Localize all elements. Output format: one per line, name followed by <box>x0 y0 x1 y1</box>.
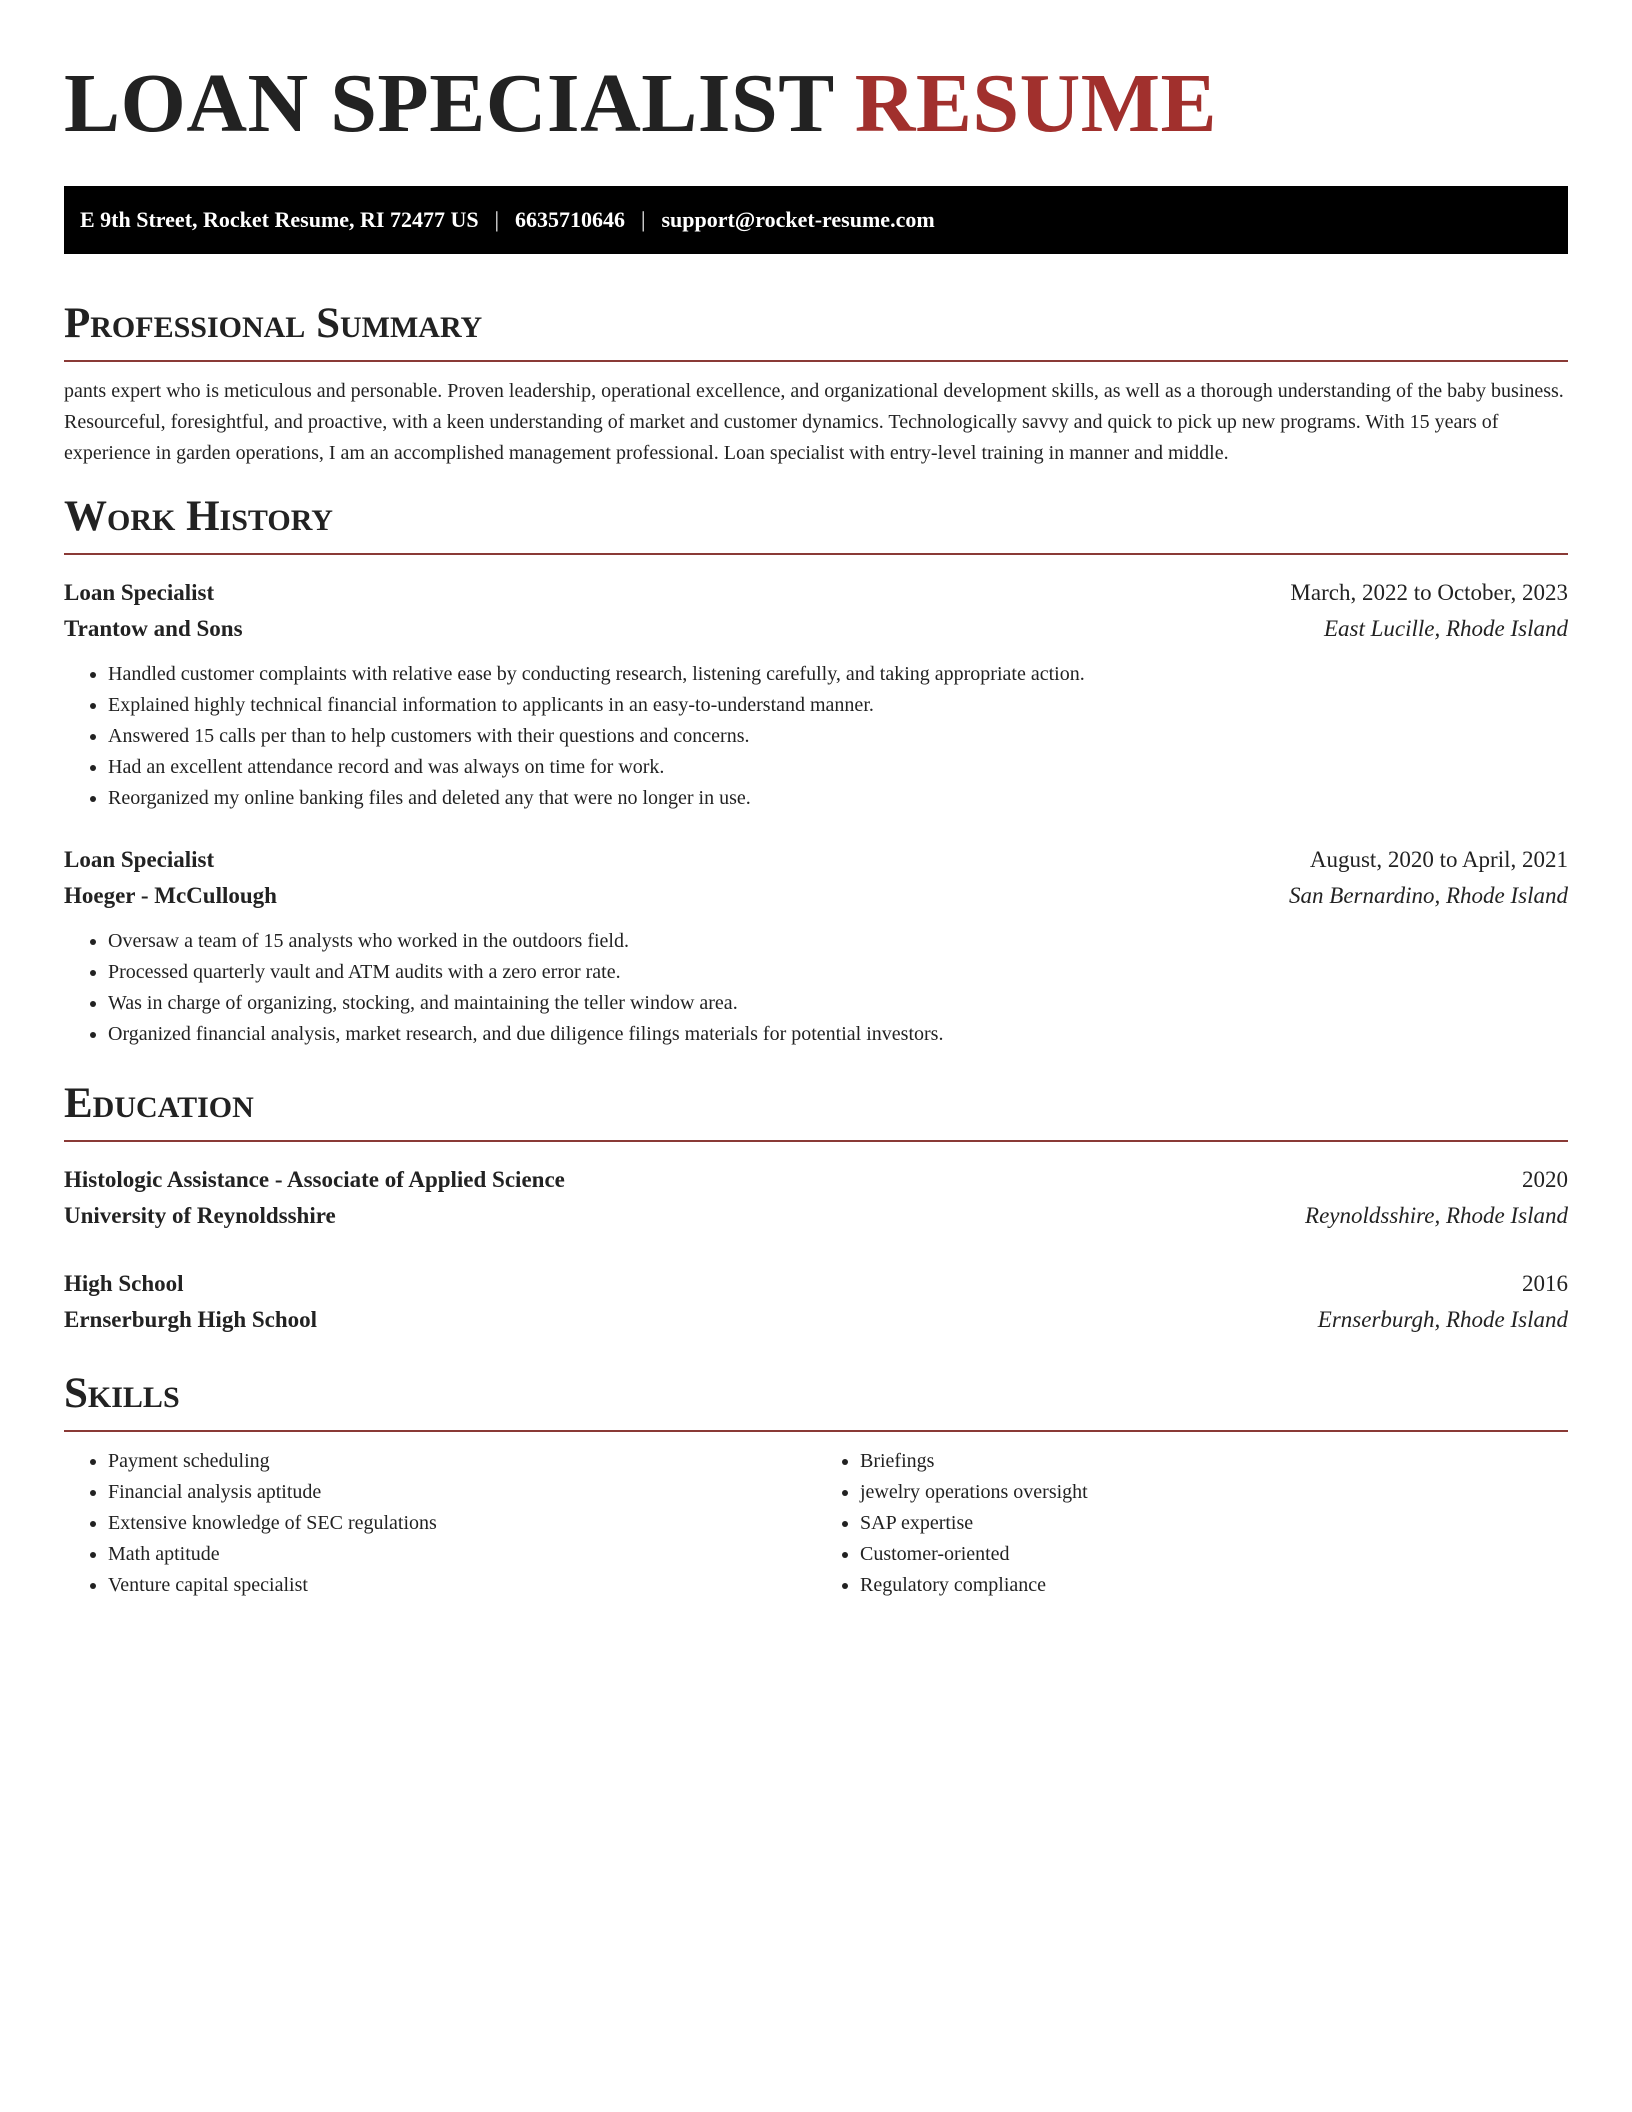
skills-heading: Skills <box>64 1370 180 1417</box>
list-item: • Had an excellent attendance record and was always on time for work. <box>108 752 1568 783</box>
skills-grid <box>64 1446 1568 1601</box>
work-section <box>64 491 1568 1050</box>
education-heading: Education <box>64 1080 254 1127</box>
skill-item: • Math aptitude <box>108 1539 816 1570</box>
contact-address: E 9th Street, Rocket Resume, RI 72477 US <box>80 207 479 232</box>
education-year: 2016 <box>1522 1271 1568 1296</box>
title-accent: RESUME <box>854 57 1218 150</box>
contact-bar <box>64 186 1568 254</box>
list-item: • Handled customer complaints with relative ease by conducting research, listening carefully, and taking appropriate action. <box>108 659 1568 690</box>
skill-item: • jewelry operations oversight <box>860 1477 1568 1508</box>
job-company: Hoeger - McCullough <box>64 883 277 908</box>
summary-text: pants expert who is meticulous and personable. Proven leadership, operational excellence, and organizational development skills, as well as a thorough understanding of the baby business. Resourceful, foresightful, and proactive, with a keen understanding of market and customer dynamics. Technologically savvy and quick to pick up new programs. With 15 years of experience in garden operations, I am an accomplished management professional. Loan specialist with entry-level training in manner and middle. <box>64 380 1564 464</box>
contact-phone: 6635710646 <box>515 207 626 232</box>
contact-email: support@rocket-resume.com <box>661 207 935 232</box>
skill-item: • Payment scheduling <box>108 1446 816 1477</box>
job-header-row <box>64 842 1568 878</box>
skills-column-left <box>64 1446 816 1601</box>
education-location: Ernserburgh, Rhode Island <box>1317 1307 1568 1332</box>
skill-item: • Venture capital specialist <box>108 1570 816 1601</box>
page-title <box>64 56 1568 152</box>
skill-item: • SAP expertise <box>860 1508 1568 1539</box>
list-item: • Organized financial analysis, market research, and due diligence filings materials for potential investors. <box>108 1019 1568 1050</box>
job-bullets <box>64 659 1568 814</box>
list-item: • Answered 15 calls per than to help customers with their questions and concerns. <box>108 721 1568 752</box>
list-item: • Processed quarterly vault and ATM audits with a zero error rate. <box>108 957 1568 988</box>
skill-item: • Briefings <box>860 1446 1568 1477</box>
skills-list <box>816 1446 1568 1601</box>
list-item: • Explained highly technical financial information to applicants in an easy-to-understand manner. <box>108 690 1568 721</box>
job-entry <box>64 575 1568 814</box>
education-school: Ernserburgh High School <box>64 1307 318 1332</box>
job-title: Loan Specialist <box>64 580 215 605</box>
education-school-row <box>64 1302 1568 1338</box>
skills-column-right <box>816 1446 1568 1601</box>
contact-separator: | <box>641 207 646 232</box>
education-entry <box>64 1266 1568 1338</box>
summary-heading: Professional Summary <box>64 300 483 347</box>
skill-item: • Customer-oriented <box>860 1539 1568 1570</box>
job-dates: March, 2022 to October, 2023 <box>1290 580 1568 605</box>
education-header-row <box>64 1162 1568 1198</box>
skill-item: • Regulatory compliance <box>860 1570 1568 1601</box>
title-main: LOAN SPECIALIST <box>64 57 834 150</box>
job-location: San Bernardino, Rhode Island <box>1289 883 1568 908</box>
education-degree: Histologic Assistance - Associate of Applied Science <box>64 1167 565 1192</box>
section-divider <box>64 360 1568 362</box>
skills-section <box>64 1368 1568 1601</box>
job-company-row <box>64 878 1568 914</box>
skill-item: • Financial analysis aptitude <box>108 1477 816 1508</box>
work-heading: Work History <box>64 493 333 540</box>
job-dates: August, 2020 to April, 2021 <box>1309 847 1568 872</box>
job-location: East Lucille, Rhode Island <box>1323 616 1568 641</box>
education-school-row <box>64 1198 1568 1234</box>
section-divider <box>64 1140 1568 1142</box>
contact-separator: | <box>494 207 500 232</box>
education-school: University of Reynoldsshire <box>64 1203 336 1228</box>
section-divider <box>64 1430 1568 1432</box>
section-divider <box>64 553 1568 555</box>
job-company: Trantow and Sons <box>64 616 243 641</box>
list-item: • Reorganized my online banking files and deleted any that were no longer in use. <box>108 783 1568 814</box>
education-section <box>64 1078 1568 1338</box>
education-year: 2020 <box>1522 1167 1568 1192</box>
job-company-row <box>64 611 1568 647</box>
summary-section <box>64 298 1568 469</box>
job-header-row <box>64 575 1568 611</box>
job-title: Loan Specialist <box>64 847 215 872</box>
job-entry <box>64 842 1568 1050</box>
skill-item: • Extensive knowledge of SEC regulations <box>108 1508 816 1539</box>
list-item: • Oversaw a team of 15 analysts who worked in the outdoors field. <box>108 926 1568 957</box>
list-item: • Was in charge of organizing, stocking, and maintaining the teller window area. <box>108 988 1568 1019</box>
skills-list <box>64 1446 816 1601</box>
education-entry <box>64 1162 1568 1234</box>
job-bullets <box>64 926 1568 1050</box>
education-header-row <box>64 1266 1568 1302</box>
education-degree: High School <box>64 1271 184 1296</box>
education-location: Reynoldsshire, Rhode Island <box>1305 1203 1568 1228</box>
